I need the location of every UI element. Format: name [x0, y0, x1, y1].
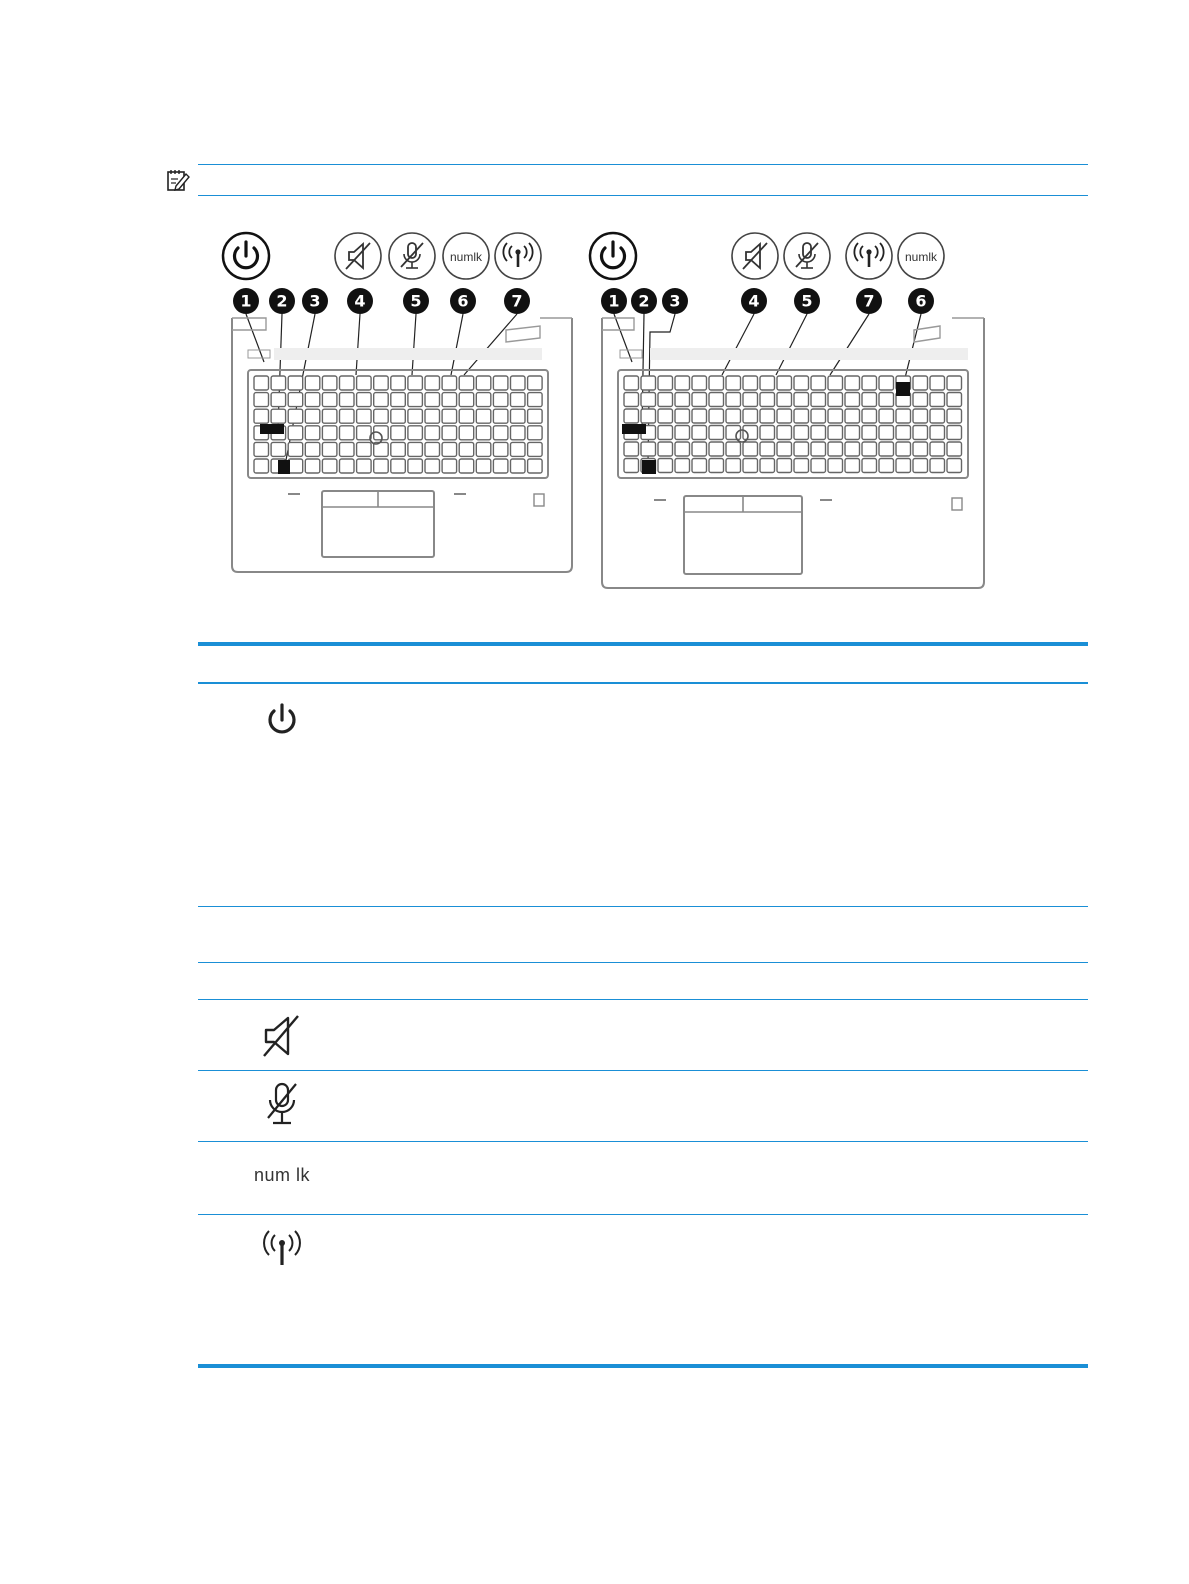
- left-callout-5: [403, 288, 429, 314]
- keyboard-key: [624, 442, 639, 456]
- keyboard-key: [305, 426, 320, 440]
- keyboard-key: [675, 376, 690, 390]
- keyboard-key: [442, 409, 457, 423]
- keyboard-key: [254, 459, 269, 473]
- keyboard-key: [743, 426, 758, 440]
- keyboard-key: [760, 409, 775, 423]
- table-row-numlock: [254, 1150, 310, 1200]
- keyboard-key: [374, 409, 389, 423]
- left-power-icon: [223, 233, 269, 279]
- keyboard-key: [391, 409, 406, 423]
- keyboard-key: [271, 442, 286, 456]
- keyboard-key: [493, 393, 508, 407]
- keyboard-key: [442, 459, 457, 473]
- keyboard-key: [288, 409, 303, 423]
- keyboard-key: [493, 426, 508, 440]
- wireless-icon: [259, 1229, 305, 1273]
- keyboard-key: [322, 376, 337, 390]
- keyboard-key: [879, 442, 894, 456]
- keyboard-key: [828, 442, 843, 456]
- keyboard-key: [777, 426, 792, 440]
- keyboard-key: [675, 409, 690, 423]
- keyboard-key: [254, 376, 269, 390]
- keyboard-key: [641, 376, 656, 390]
- keyboard-key: [862, 459, 877, 473]
- keyboard-key: [930, 409, 945, 423]
- keyboard-key: [374, 459, 389, 473]
- right-callout-1: [601, 288, 627, 314]
- keyboard-key: [811, 426, 826, 440]
- svg-text:2: 2: [276, 291, 288, 311]
- keyboard-key: [391, 376, 406, 390]
- keyboard-key: [845, 376, 860, 390]
- keyboard-key: [828, 393, 843, 407]
- keyboard-key: [442, 442, 457, 456]
- keyboard-key: [340, 459, 355, 473]
- keyboard-key: [442, 376, 457, 390]
- keyboard-key: [947, 459, 962, 473]
- keyboard-key: [862, 376, 877, 390]
- svg-text:1: 1: [608, 291, 620, 311]
- keyboard-key: [675, 393, 690, 407]
- keyboard-key: [271, 376, 286, 390]
- right-callout-4: [741, 288, 767, 314]
- svg-text:4: 4: [748, 291, 760, 311]
- keyboard-key: [794, 426, 809, 440]
- right-numlock-icon: [898, 233, 944, 279]
- keyboard-key: [288, 393, 303, 407]
- left-callout-2: [269, 288, 295, 314]
- keyboard-key: [862, 442, 877, 456]
- keyboard-key: [896, 442, 911, 456]
- keyboard-key: [254, 409, 269, 423]
- row-rule-2: [198, 962, 1088, 963]
- row-rule-1: [198, 906, 1088, 907]
- keyboard-key: [305, 459, 320, 473]
- right-mic-mute-icon: [784, 233, 830, 279]
- keyboard-key: [930, 426, 945, 440]
- keyboard-key: [777, 442, 792, 456]
- keyboard-key: [845, 393, 860, 407]
- keyboard-key: [425, 426, 440, 440]
- keyboard-key: [777, 393, 792, 407]
- row-rule-5: [198, 1141, 1088, 1142]
- keyboard-key: [726, 376, 741, 390]
- keyboard-key: [947, 409, 962, 423]
- left-numlock-icon: [443, 233, 489, 279]
- keyboard-key: [357, 376, 372, 390]
- keyboard-key: [777, 376, 792, 390]
- keyboard-key: [476, 426, 491, 440]
- keyboard-key: [493, 376, 508, 390]
- right-callout-5: [794, 288, 820, 314]
- keyboard-key: [760, 442, 775, 456]
- left-wireless-icon: [495, 233, 541, 279]
- numlock-icon: num lk: [254, 1164, 311, 1185]
- keyboard-key: [658, 442, 673, 456]
- keyboard-key: [322, 442, 337, 456]
- keyboard-key: [511, 459, 526, 473]
- keyboard-key: [913, 409, 928, 423]
- keyboard-key: [675, 426, 690, 440]
- keyboard-key: [391, 442, 406, 456]
- svg-text:3: 3: [309, 291, 321, 311]
- keyboard-key: [408, 376, 423, 390]
- keyboard-key: [913, 459, 928, 473]
- keyboard-key: [442, 393, 457, 407]
- right-callout-3: [662, 288, 688, 314]
- keyboard-key: [760, 393, 775, 407]
- keyboard-key: [879, 459, 894, 473]
- keyboard-key: [641, 393, 656, 407]
- keyboard-key: [511, 409, 526, 423]
- right-power-icon: [590, 233, 636, 279]
- keyboard-key: [675, 442, 690, 456]
- speaker-mute-icon: [258, 1010, 306, 1060]
- keyboard-key: [658, 376, 673, 390]
- keyboard-key: [357, 426, 372, 440]
- keyboard-key: [391, 393, 406, 407]
- keyboard-key: [624, 376, 639, 390]
- keyboard-key: [476, 442, 491, 456]
- keyboard-key: [777, 459, 792, 473]
- keyboard-key: [357, 409, 372, 423]
- keyboard-key: [828, 376, 843, 390]
- svg-text:5: 5: [410, 291, 422, 311]
- row-rule-6: [198, 1214, 1088, 1215]
- keyboard-key: [493, 459, 508, 473]
- keyboard-key: [391, 459, 406, 473]
- keyboard-key: [709, 442, 724, 456]
- table-top-rule: [198, 642, 1088, 646]
- keyboard-key: [845, 459, 860, 473]
- keyboard-key: [811, 442, 826, 456]
- keyboard-key: [357, 459, 372, 473]
- keyboard-key: [374, 376, 389, 390]
- keyboard-key: [641, 409, 656, 423]
- svg-text:6: 6: [457, 291, 469, 311]
- keyboard-key: [709, 409, 724, 423]
- keyboard-key: [709, 393, 724, 407]
- keyboard-key: [511, 426, 526, 440]
- keyboard-key: [930, 393, 945, 407]
- keyboard-key: [896, 426, 911, 440]
- keyboard-key: [743, 376, 758, 390]
- svg-text:7: 7: [511, 291, 523, 311]
- keyboard-key: [624, 459, 639, 473]
- svg-text:6: 6: [915, 291, 927, 311]
- left-callout-3: [302, 288, 328, 314]
- keyboard-key: [845, 442, 860, 456]
- mic-mute-icon: [260, 1080, 304, 1130]
- keyboard-key: [528, 376, 543, 390]
- keyboard-key: [845, 426, 860, 440]
- keyboard-key: [408, 459, 423, 473]
- note-bottom-rule: [198, 195, 1088, 196]
- keyboard-key: [811, 409, 826, 423]
- keyboard-key: [476, 376, 491, 390]
- keyboard-key: [459, 426, 474, 440]
- keyboard-key: [692, 459, 707, 473]
- keyboard-key: [288, 426, 303, 440]
- keyboard-key: [322, 426, 337, 440]
- keyboard-key: [879, 376, 894, 390]
- keyboard-key: [930, 459, 945, 473]
- keyboard-key: [374, 393, 389, 407]
- keyboard-key: [879, 426, 894, 440]
- keyboard-key: [340, 376, 355, 390]
- keyboard-key: [845, 409, 860, 423]
- keyboard-key: [828, 409, 843, 423]
- keyboard-key: [305, 393, 320, 407]
- table-row-wireless: [254, 1226, 310, 1276]
- keyboard-key: [794, 442, 809, 456]
- note-icon: [166, 168, 190, 192]
- keyboard-key: [425, 442, 440, 456]
- keyboard-key: [726, 426, 741, 440]
- keyboard-key: [271, 409, 286, 423]
- keyboard-key: [726, 393, 741, 407]
- keyboard-key: [408, 409, 423, 423]
- keyboard-key: [658, 393, 673, 407]
- keyboard-key: [896, 409, 911, 423]
- keyboard-key: [743, 393, 758, 407]
- left-callout-4: [347, 288, 373, 314]
- keyboard-key: [743, 409, 758, 423]
- keyboard-key: [811, 393, 826, 407]
- keyboard-key: [459, 376, 474, 390]
- svg-text:7: 7: [863, 291, 875, 311]
- keyboard-key: [777, 409, 792, 423]
- svg-text:4: 4: [354, 291, 366, 311]
- keyboard-key: [425, 459, 440, 473]
- keyboard-key: [811, 376, 826, 390]
- keyboard-key: [692, 442, 707, 456]
- keyboard-key: [794, 376, 809, 390]
- keyboard-key: [322, 459, 337, 473]
- keyboard-key: [340, 426, 355, 440]
- keyboard-key: [528, 459, 543, 473]
- keyboard-key: [641, 442, 656, 456]
- table-row-mic-mute: [254, 1080, 310, 1130]
- keyboard-illustration: [210, 222, 1000, 602]
- keyboard-key: [288, 459, 303, 473]
- keyboard-key: [340, 442, 355, 456]
- keyboard-key: [709, 376, 724, 390]
- keyboard-key: [658, 426, 673, 440]
- keyboard-key: [896, 459, 911, 473]
- row-rule-3: [198, 999, 1088, 1000]
- keyboard-key: [476, 393, 491, 407]
- keyboard-key: [930, 442, 945, 456]
- keyboard-key: [528, 426, 543, 440]
- keyboard-key: [408, 426, 423, 440]
- keyboard-key: [305, 442, 320, 456]
- keyboard-key: [624, 393, 639, 407]
- keyboard-key: [913, 376, 928, 390]
- left-callout-7: [504, 288, 530, 314]
- keyboard-key: [305, 409, 320, 423]
- left-callout-1: [233, 288, 259, 314]
- right-keyboard: [590, 233, 984, 588]
- keyboard-key: [271, 393, 286, 407]
- keyboard-key: [692, 426, 707, 440]
- svg-text:3: 3: [669, 291, 681, 311]
- keyboard-key: [425, 393, 440, 407]
- keyboard-key: [743, 442, 758, 456]
- keyboard-key: [862, 426, 877, 440]
- keyboard-key: [862, 393, 877, 407]
- keyboard-key: [743, 459, 758, 473]
- keyboard-key: [879, 393, 894, 407]
- keyboard-key: [828, 426, 843, 440]
- keyboard-key: [947, 426, 962, 440]
- keyboard-key: [442, 426, 457, 440]
- keyboard-key: [692, 393, 707, 407]
- keyboard-key: [828, 459, 843, 473]
- keyboard-key: [254, 442, 269, 456]
- table-row-power: [254, 696, 310, 746]
- svg-text:2: 2: [638, 291, 650, 311]
- keyboard-key: [288, 376, 303, 390]
- right-callout-2: [631, 288, 657, 314]
- svg-text:numlk: numlk: [904, 250, 938, 264]
- keyboard-key: [879, 409, 894, 423]
- keyboard-key: [675, 459, 690, 473]
- keyboard-key: [726, 409, 741, 423]
- note-top-rule: [198, 164, 1088, 165]
- keyboard-key: [305, 376, 320, 390]
- keyboard-key: [459, 409, 474, 423]
- keyboard-key: [692, 409, 707, 423]
- right-wireless-icon: [846, 233, 892, 279]
- keyboard-key: [794, 409, 809, 423]
- keyboard-key: [709, 426, 724, 440]
- keyboard-key: [493, 409, 508, 423]
- keyboard-key: [794, 459, 809, 473]
- keyboard-key: [930, 376, 945, 390]
- left-keyboard: [223, 233, 572, 572]
- keyboard-key: [391, 426, 406, 440]
- table-row-speaker-mute: [254, 1010, 310, 1060]
- power-icon: [262, 701, 302, 741]
- keyboard-key: [624, 409, 639, 423]
- row-rule-4: [198, 1070, 1088, 1071]
- keyboard-key: [760, 376, 775, 390]
- keyboard-key: [726, 442, 741, 456]
- keyboard-key: [425, 409, 440, 423]
- keyboard-key: [340, 409, 355, 423]
- keyboard-key: [322, 409, 337, 423]
- keyboard-key: [288, 442, 303, 456]
- keyboard-key: [511, 376, 526, 390]
- svg-text:numlk: numlk: [449, 250, 483, 264]
- left-callout-6: [450, 288, 476, 314]
- keyboard-key: [947, 442, 962, 456]
- keyboard-key: [459, 459, 474, 473]
- svg-text:1: 1: [240, 291, 252, 311]
- keyboard-key: [493, 442, 508, 456]
- keyboard-key: [658, 459, 673, 473]
- keyboard-key: [511, 442, 526, 456]
- keyboard-key: [340, 393, 355, 407]
- right-callout-6: [908, 288, 934, 314]
- keyboard-key: [322, 393, 337, 407]
- keyboard-key: [862, 409, 877, 423]
- keyboard-key: [357, 393, 372, 407]
- keyboard-key: [726, 459, 741, 473]
- keyboard-key: [357, 442, 372, 456]
- keyboard-key: [528, 393, 543, 407]
- keyboard-key: [408, 442, 423, 456]
- svg-text:5: 5: [801, 291, 813, 311]
- keyboard-key: [511, 393, 526, 407]
- left-speaker-mute-icon: [335, 233, 381, 279]
- right-speaker-mute-icon: [732, 233, 778, 279]
- keyboard-key: [658, 409, 673, 423]
- table-bottom-rule: [198, 1364, 1088, 1368]
- keyboard-key: [913, 442, 928, 456]
- keyboard-key: [528, 409, 543, 423]
- keyboard-key: [709, 459, 724, 473]
- keyboard-key: [947, 393, 962, 407]
- keyboard-key: [794, 393, 809, 407]
- keyboard-key: [528, 442, 543, 456]
- keyboard-key: [913, 426, 928, 440]
- keyboard-key: [459, 442, 474, 456]
- keyboard-key: [408, 393, 423, 407]
- keyboard-key: [947, 376, 962, 390]
- keyboard-key: [692, 376, 707, 390]
- keyboard-key: [913, 393, 928, 407]
- keyboard-key: [760, 426, 775, 440]
- keyboard-key: [254, 393, 269, 407]
- keyboard-key: [425, 376, 440, 390]
- left-mic-mute-icon: [389, 233, 435, 279]
- keyboard-key: [811, 459, 826, 473]
- keyboard-key: [760, 459, 775, 473]
- keyboard-key: [459, 393, 474, 407]
- table-header-rule: [198, 682, 1088, 684]
- keyboard-key: [476, 409, 491, 423]
- keyboard-key: [476, 459, 491, 473]
- right-callout-7: [856, 288, 882, 314]
